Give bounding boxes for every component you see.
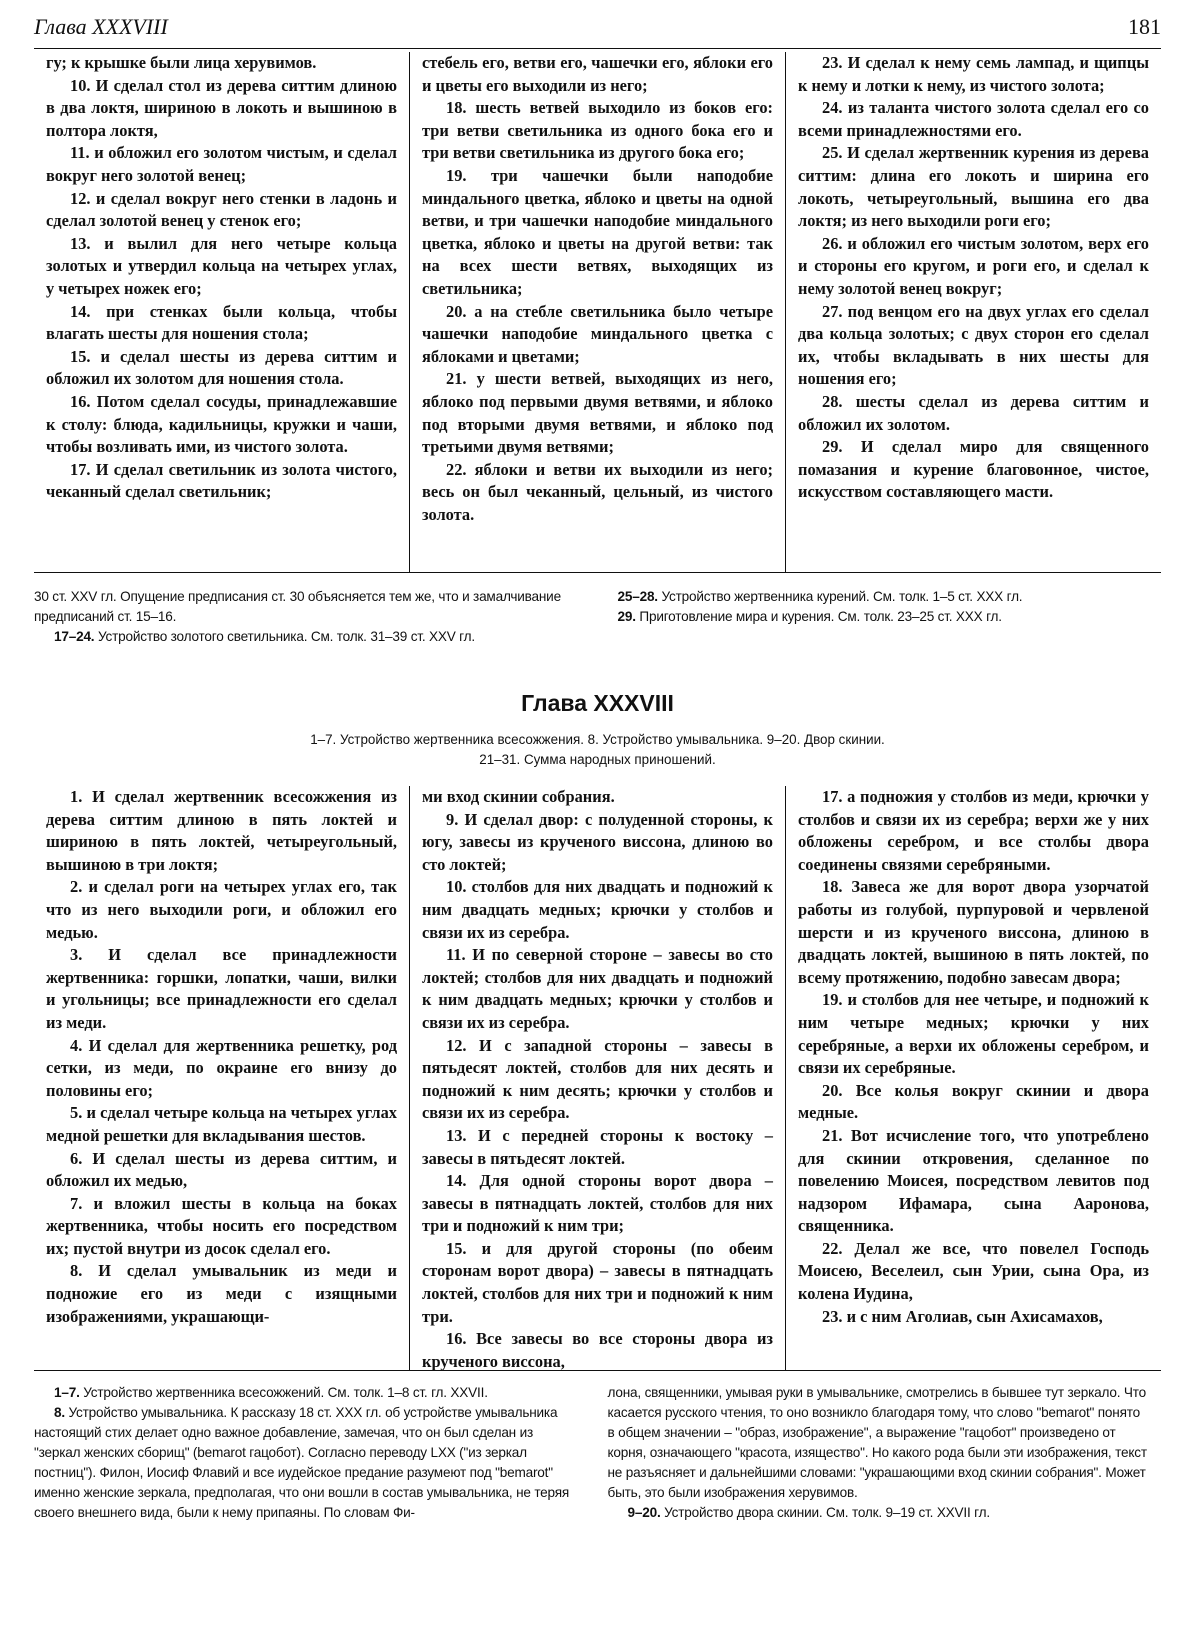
verse: 20. Все колья вокруг скинии и двора медные. [798, 1080, 1149, 1123]
chapter-summary [34, 730, 1161, 786]
verse: 14. при стенках были кольца, чтобы влагать шесты для ношения стола; [46, 301, 397, 344]
verse: 18. Завеса же для ворот двора узорчатой работы из голубой, пурпуровой и червленой шерсти и из крученого виссона, длиною в двадцать локтей, вышиною в пять локтей, по всему протяжению, подобно завесам двора; [798, 877, 1149, 987]
commentary-note: 25–28. Устройство жертвенника курений. См. толк. 1–5 ст. XXX гл. [617, 589, 1023, 604]
verse: 17. а подножия у столбов из меди, крючки у столбов и связи их из серебра; верхи же у них обложены серебром, и все столбы двора соединены связями серебряными. [798, 787, 1149, 874]
verse: 4. И сделал для жертвенника решетку, род сетки, из меди, по окраине его внизу до половины его; [46, 1035, 397, 1100]
verse: 14. Для одной стороны ворот двора – завесы в пятнадцать локтей, столбов для них три и подножий к ним три; [422, 1171, 773, 1236]
verse: 21. Вот исчисление того, что употреблено для скинии откровения, сделанное по повелению Моисея, посредством левитов под надзором Ифамара, сына Ааронова, священника. [798, 1125, 1149, 1236]
verse: 2. и сделал роги на четырех углах его, так что из него выходили роги, и обложил его медью. [46, 877, 397, 942]
top-column-3 [785, 52, 1161, 572]
commentary-note: 17–24. Устройство золотого светильника. См. толк. 31–39 ст. XXV гл. [54, 629, 475, 644]
page-number: 181 [1128, 14, 1161, 39]
top-commentary [34, 573, 1161, 672]
verse: 11. И по северной стороне – завесы во сто локтей; столбов для них двадцать и подножий к ним двадцать медных; крючки у столбов и связи их из серебра. [422, 945, 773, 1032]
bottom-verse-columns [34, 786, 1161, 1370]
verse: 15. и для другой стороны (по обеим сторонам ворот двора) – завесы в пятнадцать локтей, столбов для них три и подножий к ним три. [422, 1238, 773, 1326]
verse: 26. и обложил его чистым золотом, верх его и стороны его кругом, и роги его, и сделал к нему золотой венец вокруг; [798, 233, 1149, 298]
summary-line: 21–31. Сумма народных приношений. [479, 752, 716, 767]
commentary-column-2 [598, 587, 1162, 672]
verse: 6. И сделал шесты из дерева ситтим, и обложил их медью, [46, 1148, 397, 1191]
verse: 3. И сделал все принадлежности жертвенника: горшки, лопатки, чаши, вилки и угольницы; все принадлежности его сделал из меди. [46, 945, 397, 1032]
verse: 22. яблоки и ветви их выходили из него; весь он был чеканный, цельный, из чистого золота. [422, 459, 773, 524]
verse: 19. три чашечки были наподобие миндального цветка, яблоко и цветы на одной ветви, и три чашечки наподобие миндального цветка, яблоко и цветы на другой ветви: так на всех шести ветвях, выходящих из светильника; [422, 165, 773, 298]
verse: 19. и столбов для нее четыре, и подножий к ним четыре медных; крючки у них серебряные, а верхи их обложены серебром, и связи их серебряные. [798, 990, 1149, 1078]
verse: 10. И сделал стол из дерева ситтим длиною в два локтя, шириною в локоть и вышиною в полтора локтя, [46, 75, 397, 140]
verse: 11. и обложил его золотом чистым, и сделал вокруг него золотой венец; [46, 143, 397, 185]
note-reference: 17–24. [54, 629, 95, 644]
commentary-note: 9–20. Устройство двора скинии. См. толк. 9–19 ст. XXVII гл. [627, 1505, 990, 1520]
summary-line: 1–7. Устройство жертвенника всесожжения. 8. Устройство умывальника. 9–20. Двор скинии. [310, 732, 885, 747]
verse: 20. а на стебле светильника было четыре чашечки наподобие миндального цветка с яблоками и цветами; [422, 301, 773, 366]
commentary-note: лона, священники, умывая руки в умывальнике, смотрелись в бывшее тут зеркало. Что касается русского чтения, то оно возникло благодаря тому, что слово "bemarot" понято в общем значении – "образ, изображение", а выражение "гацобот" произведено от корня, означающего "красота, изящество". Но какого рода были эти изображения, текст не разъясняет и дальнейшими словами: "украшающими вход скинии собрания". Может быть, это были изображения херувимов. [607, 1385, 1147, 1500]
bottom-commentary [34, 1371, 1161, 1583]
verse: 18. шесть ветвей выходило из боков его: три ветви светильника из одного бока его и три ветви светильника из другого бока его; [422, 98, 773, 163]
commentary-column-1 [34, 1383, 592, 1583]
commentary-column-2 [592, 1383, 1162, 1583]
verse: 9. И сделал двор: с полуденной стороны, к югу, завесы из крученого виссона, длиною во сто локтей; [422, 809, 773, 874]
top-column-1 [34, 52, 409, 572]
verse: 16. Потом сделал сосуды, принадлежавшие к столу: блюда, кадильницы, кружки и чаши, чтобы возливать ими, из чистого золота. [46, 391, 397, 457]
verse: 12. и сделал вокруг него стенки в ладонь и сделал золотой венец у стенок его; [46, 188, 397, 231]
verse: 5. и сделал четыре кольца на четырех углах медной решетки для вкладывания шестов. [46, 1103, 397, 1145]
verse: 23. И сделал к нему семь лампад, и щипцы к нему и лотки к нему, из чистого золота; [798, 53, 1149, 95]
verse: 25. И сделал жертвенник курения из дерева ситтим: длина его локоть и ширина его локоть, четыреугольный, вышина его два локтя; из него выходили роги его; [798, 143, 1149, 231]
bottom-column-1 [34, 786, 409, 1370]
verse: 16. Все завесы во все стороны двора из крученого виссона, [422, 1329, 773, 1370]
commentary-note: 30 ст. XXV гл. Опущение предписания ст. 30 объясняется тем же, что и замалчивание предписаний ст. 15–16. [34, 589, 561, 624]
note-reference: 8. [54, 1405, 65, 1420]
verse: 1. И сделал жертвенник всесожжения из дерева ситтим длиною в пять локтей и шириною в пять локтей, четыреугольный, вышиною в три локтя; [46, 787, 397, 874]
verse: 27. под венцом его на двух углах его сделал два кольца золотых; с двух сторон его сделал их, чтобы вкладывать в них шесты для ношения его; [798, 301, 1149, 389]
verse: стебель его, ветви его, чашечки его, яблоки его и цветы его выходили из него; [422, 53, 773, 95]
top-column-2 [409, 52, 785, 572]
verse: 22. Делал же все, что повелел Господь Моисею, Веселеил, сын Урии, сына Ора, из колена Иудина, [798, 1238, 1149, 1304]
commentary-note: 1–7. Устройство жертвенника всесожжений. См. толк. 1–8 ст. гл. XXVII. [54, 1385, 488, 1400]
top-verse-columns [34, 49, 1161, 572]
verse: 10. столбов для них двадцать и подножий к ним двадцать медных; крючки у столбов и связи их из серебра. [422, 877, 773, 942]
bottom-column-2 [409, 786, 785, 1370]
chapter-heading: Глава XXXVIII [521, 690, 674, 716]
note-reference: 25–28. [617, 589, 658, 604]
commentary-note: 8. Устройство умывальника. К рассказу 18 ст. XXX гл. об устройстве умывальника настоящий стих делает одно важное добавление, замечая, что он был сделан из "зеркал женских сборищ" (bemarot гацобот). Согласно переводу LXX ("из зеркал постниц"). Филон, Иосиф Флавий и все иудейское предание разумеют под "bemarot" именно женские зеркала, предполагая, что они вошли в состав умывальника, не теряя своего внешнего вида, были к нему припаяны. По словам Фи- [34, 1405, 570, 1520]
running-header [34, 14, 1161, 49]
verse: 29. И сделал миро для священного помазания и курение благовонное, чистое, искусством составляющего масти. [798, 437, 1149, 502]
running-chapter-title: Глава XXXVIII [34, 14, 168, 39]
note-reference: 29. [617, 609, 636, 624]
verse: 24. из таланта чистого золота сделал его со всеми принадлежностями его. [798, 98, 1149, 140]
verse: гу; к крышке были лица херувимов. [46, 53, 317, 72]
verse: 7. и вложил шесты в кольца на боках жертвенника, чтобы носить его посредством их; пустой внутри из досок сделал его. [46, 1193, 397, 1258]
verse: 17. И сделал светильник из золота чистого, чеканный сделал светильник; [46, 459, 397, 502]
verse: ми вход скинии собрания. [422, 787, 615, 806]
verse: 28. шесты сделал из дерева ситтим и обложил их золотом. [798, 391, 1149, 434]
commentary-note: 29. Приготовление мира и курения. См. толк. 23–25 ст. XXX гл. [617, 609, 1002, 624]
verse: 23. и с ним Аголиав, сын Ахисамахов, [822, 1306, 1103, 1326]
verse: 13. и вылил для него четыре кольца золотых и утвердил кольца на четырех углах, у четырех ножек его; [46, 233, 397, 298]
verse: 12. И с западной стороны – завесы в пятьдесят локтей, столбов для них десять и подножий к ним десять; крючки у столбов и связи их из серебра. [422, 1035, 773, 1123]
note-reference: 9–20. [627, 1505, 661, 1520]
verse: 21. у шести ветвей, выходящих из него, яблоко под первыми двумя ветвями, и яблоко под вторыми двумя ветвями, и яблоко под третьими двумя ветвями; [422, 369, 773, 457]
verse: 15. и сделал шесты из дерева ситтим и обложил их золотом для ношения стола. [46, 346, 397, 389]
verse: 13. И с передней стороны к востоку – завесы в пятьдесят локтей. [422, 1125, 773, 1168]
commentary-column-1 [34, 587, 598, 672]
verse: 8. И сделал умывальник из меди и подножие его из меди с изящными изображениями, украшающи- [46, 1261, 397, 1326]
bottom-column-3 [785, 786, 1161, 1370]
note-reference: 1–7. [54, 1385, 80, 1400]
